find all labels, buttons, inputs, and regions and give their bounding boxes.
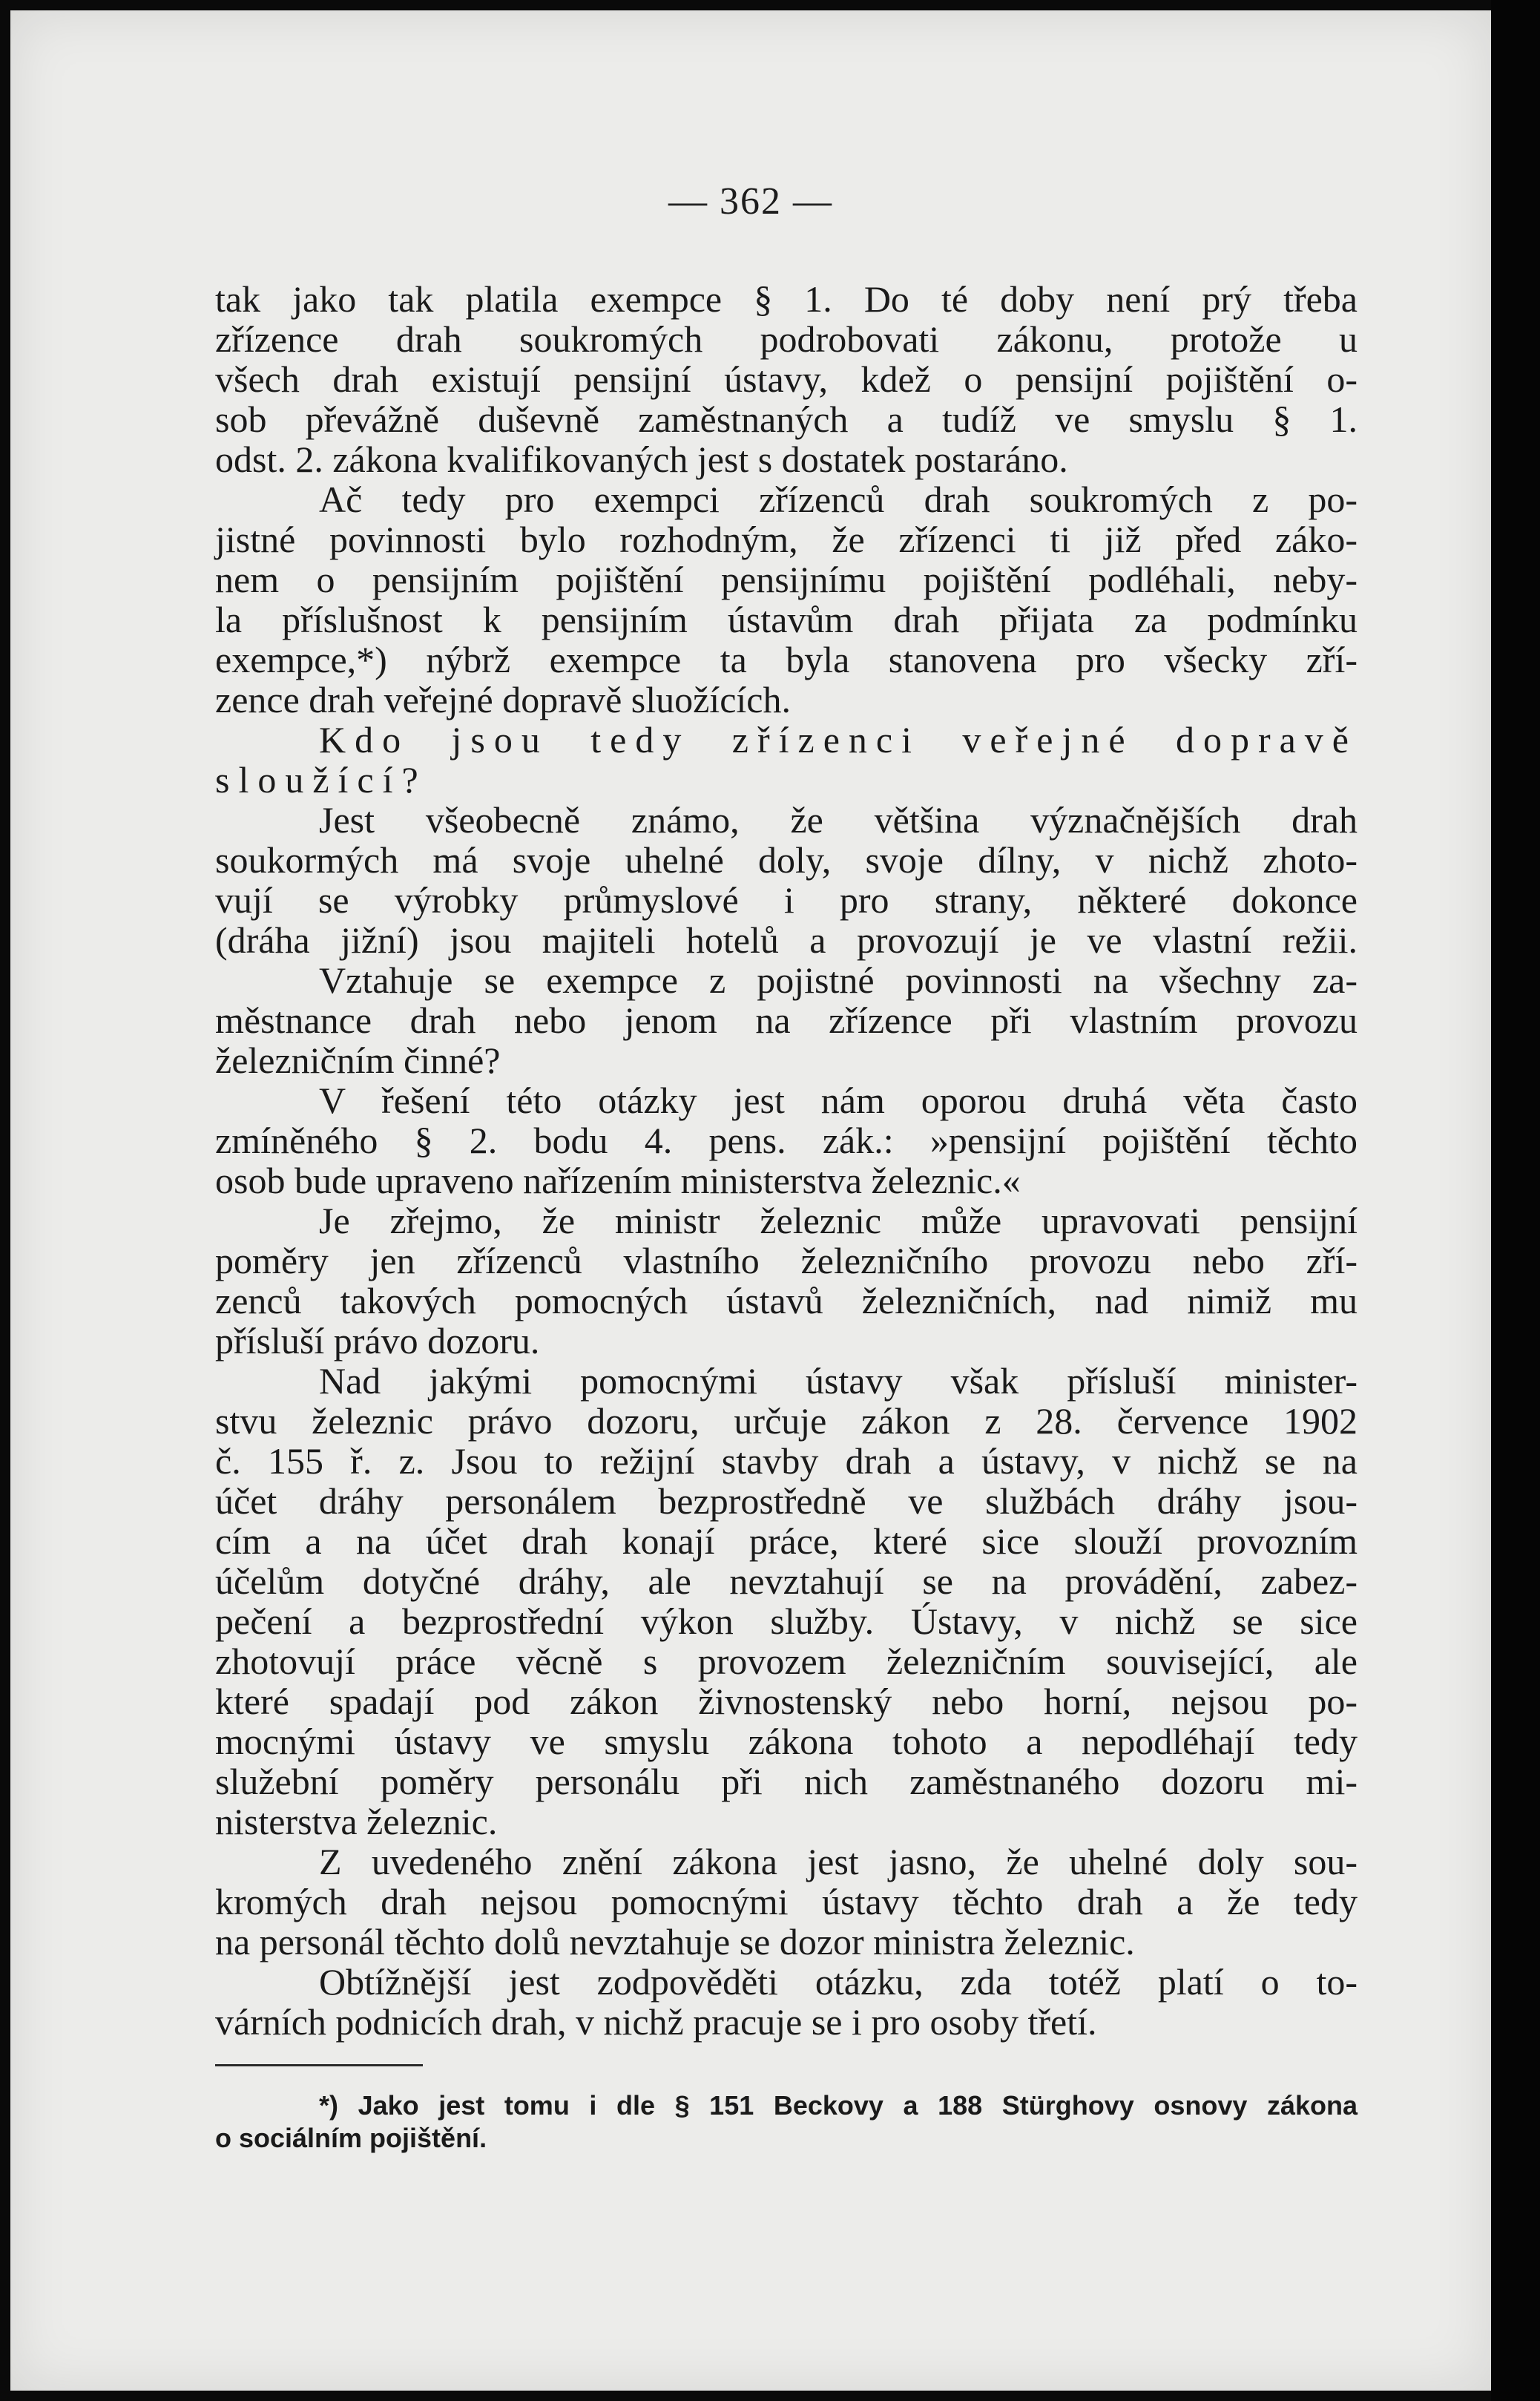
text-line: účet dráhy personálem bezprostředně ve službách dráhy jsou- [215,1480,1358,1522]
text-line: poměry jen zřízenců vlastního železničního provozu nebo zří- [215,1240,1358,1281]
text-line: které spadají pod zákon živnostenský nebo horní, nejsou po- [215,1681,1358,1722]
text-line: tak jako tak platila exempce § 1. Do té doby není prý třeba [215,278,1358,320]
book-page [10,10,1491,2391]
text-line: sob převážně duševně zaměstnaných a tudíž ve smyslu § 1. [215,398,1358,440]
footnote-line: *) Jako jest tomu i dle § 151 Beckovy a 188 Stürghovy osnovy zákona [319,2090,1358,2121]
text-line: služební poměry personálu při nich zaměstnaného dozoru mi- [215,1761,1358,1802]
text-line: přísluší právo dozoru. [215,1320,540,1362]
section-question: Kdo jsou tedy zřízenci veřejné dopravě [319,719,1358,761]
text-line: zhotovují práce věcně s provozem železničním související, ale [215,1640,1358,1682]
text-line: zenců takových pomocných ústavů železničních, nad nimiž mu [215,1280,1358,1321]
text-line: V řešení této otázky jest nám oporou druhá věta často [319,1080,1358,1121]
text-line: Je zřejmo, že ministr železnic může upravovati pensijní [319,1200,1358,1241]
text-line: železničním činné? [215,1039,501,1081]
text-line: nisterstva železnic. [215,1801,498,1842]
text-line: městnance drah nebo jenom na zřízence při vlastním provozu [215,999,1358,1041]
text-line: kromých drah nejsou pomocnými ústavy těchto drah a že tedy [215,1881,1358,1922]
text-line: soukormých má svoje uhelné doly, svoje dílny, v nichž zhoto- [215,839,1358,881]
page-number: — 362 — [668,180,833,223]
text-line: Obtížnější jest zodpověděti otázku, zda totéž platí o to- [319,1961,1358,2003]
text-line: cím a na účet drah konají práce, které sice slouží provozním [215,1520,1358,1562]
body-text [215,279,1358,2042]
text-line: exempce,*) nýbrž exempce ta byla stanovena pro všecky zří- [215,639,1358,680]
text-line: Ač tedy pro exempci zřízenců drah soukromých z po- [319,479,1358,520]
text-line: jistné povinnosti bylo rozhodným, že zřízenci ti již před záko- [215,519,1358,560]
text-line: č. 155 ř. z. Jsou to režijní stavby drah a ústavy, v nichž se na [215,1440,1358,1482]
text-line: osob bude upraveno nařízením ministerstva železnic.« [215,1160,1021,1201]
text-line: odst. 2. zákona kvalifikovaných jest s dostatek postaráno. [215,439,1068,480]
text-line: Nad jakými pomocnými ústavy však přísluší minister- [319,1360,1358,1402]
text-line: stvu železnic právo dozoru, určuje zákon z 28. července 1902 [215,1400,1358,1442]
text-line: zřízence drah soukromých podrobovati zákonu, protože u [215,318,1358,360]
text-line: la příslušnost k pensijním ústavům drah přijata za podmínku [215,599,1358,640]
footnote-divider [215,2064,423,2066]
text-line: zence drah veřejné dopravě sluožících. [215,679,791,720]
text-line: zmíněného § 2. bodu 4. pens. zák.: »pensijní pojištění těchto [215,1120,1358,1161]
footnote [215,2089,1358,2155]
text-line: Z uvedeného znění zákona jest jasno, že uhelné doly sou- [319,1841,1358,1882]
section-question: sloužící? [215,759,427,801]
text-line: na personál těchto dolů nevztahuje se dozor ministra železnic. [215,1921,1135,1962]
footnote-line: o sociálním pojištění. [215,2123,487,2153]
text-line: várních podnicích drah, v nichž pracuje se i pro osoby třetí. [215,2001,1097,2043]
text-line: vují se výrobky průmyslové i pro strany, některé dokonce [215,879,1358,921]
text-line: nem o pensijním pojištění pensijnímu pojištění podléhali, neby- [215,559,1358,600]
text-line: mocnými ústavy ve smyslu zákona tohoto a nepodléhají tedy [215,1721,1358,1762]
text-line: Jest všeobecně známo, že většina význačnějších drah [319,799,1358,841]
text-line: Vztahuje se exempce z pojistné povinnosti na všechny za- [319,959,1358,1001]
text-line: všech drah existují pensijní ústavy, kdež o pensijní pojištění o- [215,358,1358,400]
text-line: (dráha jižní) jsou majiteli hotelů a provozují je ve vlastní režii. [215,919,1358,961]
scan-border [1491,0,1540,2401]
text-line: účelům dotyčné dráhy, ale nevztahují se na provádění, zabez- [215,1560,1358,1602]
text-line: pečení a bezprostřední výkon služby. Ústavy, v nichž se sice [215,1600,1358,1642]
